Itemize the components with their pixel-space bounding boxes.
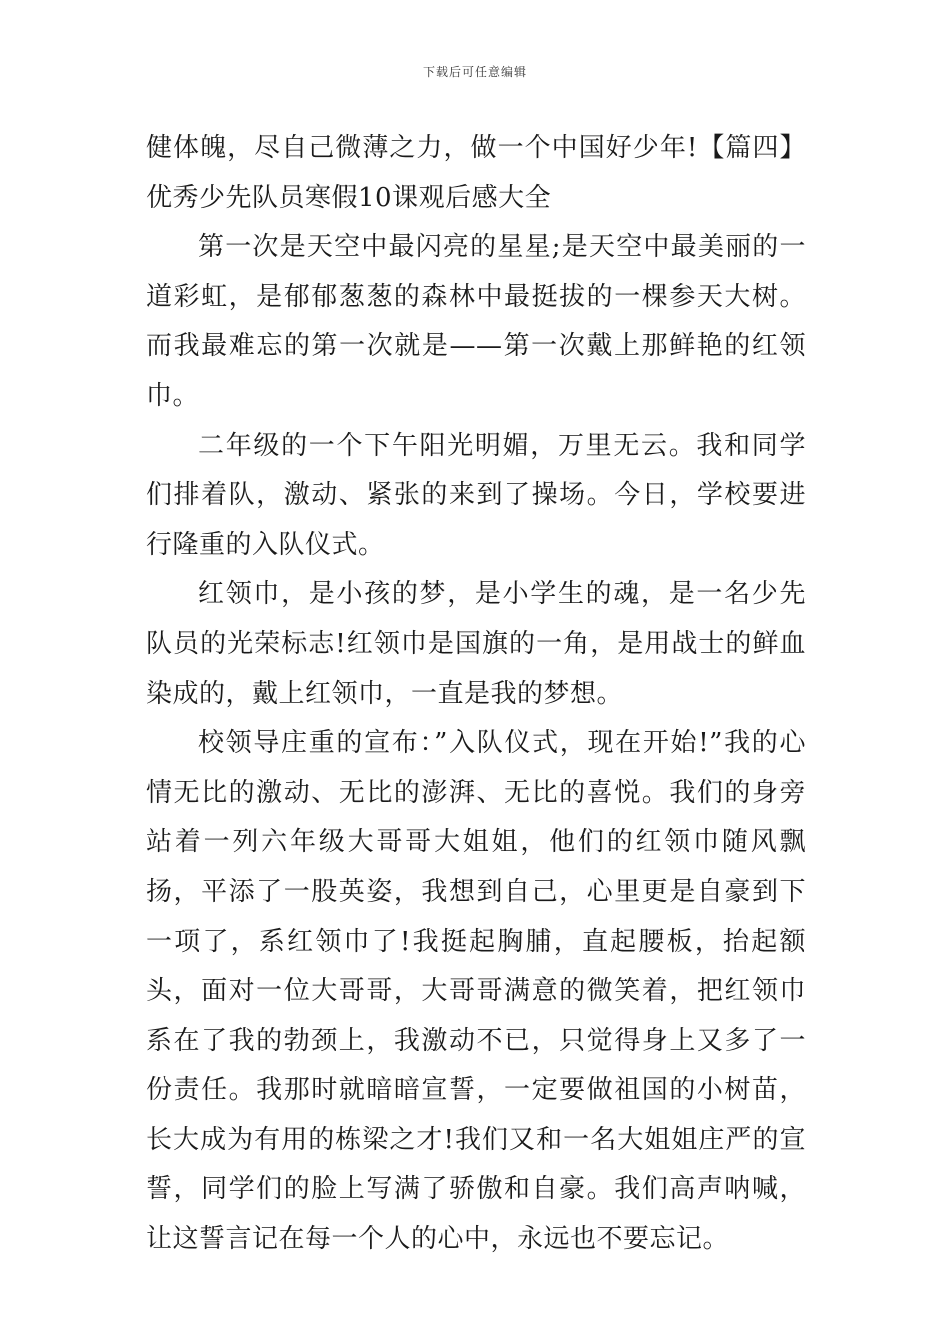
document-body	[146, 124, 806, 1265]
paragraph-2: 第一次是天空中最闪亮的星星;是天空中最美丽的一道彩虹，是郁郁葱葱的森林中最挺拔的一棵参天大树。而我最难忘的第一次就是——第一次戴上那鲜艳的红领巾。	[146, 232, 806, 411]
paragraph-3: 二年级的一个下午阳光明媚，万里无云。我和同学们排着队，激动、紧张的来到了操场。今日，学校要进行隆重的入队仪式。	[146, 430, 806, 560]
page-header-note: 下载后可任意编辑	[422, 65, 527, 79]
paragraph-5: 校领导庄重的宣布：”入队仪式，现在开始!”我的心情无比的激动、无比的澎湃、无比的喜悦。我们的身旁站着一列六年级大哥哥大姐姐，他们的红领巾随风飘扬，平添了一股英姿，我想到自己，心里更是自豪到下一项了，系红领巾了!我挺起胸脯，直起腰板，抬起额头，面对一位大哥哥，大哥哥满意的微笑着，把红领巾系在了我的勃颈上，我激动不已，只觉得身上又多了一份责任。我那时就暗暗宣誓，一定要做祖国的小树苗，长大成为有用的栋梁之才!我们又和一名大姐姐庄严的宣誓，同学们的脸上写满了骄傲和自豪。我们高声呐喊，让这誓言记在每一个人的心中，永远也不要忘记。	[146, 728, 806, 1255]
paragraph-1: 健体魄，尽自己微薄之力，做一个中国好少年!【篇四】优秀少先队员寒假10课观后感大全	[146, 133, 806, 213]
paragraph-4: 红领巾，是小孩的梦，是小学生的魂，是一名少先队员的光荣标志!红领巾是国旗的一角，是用战士的鲜血染成的，戴上红领巾，一直是我的梦想。	[146, 579, 806, 709]
